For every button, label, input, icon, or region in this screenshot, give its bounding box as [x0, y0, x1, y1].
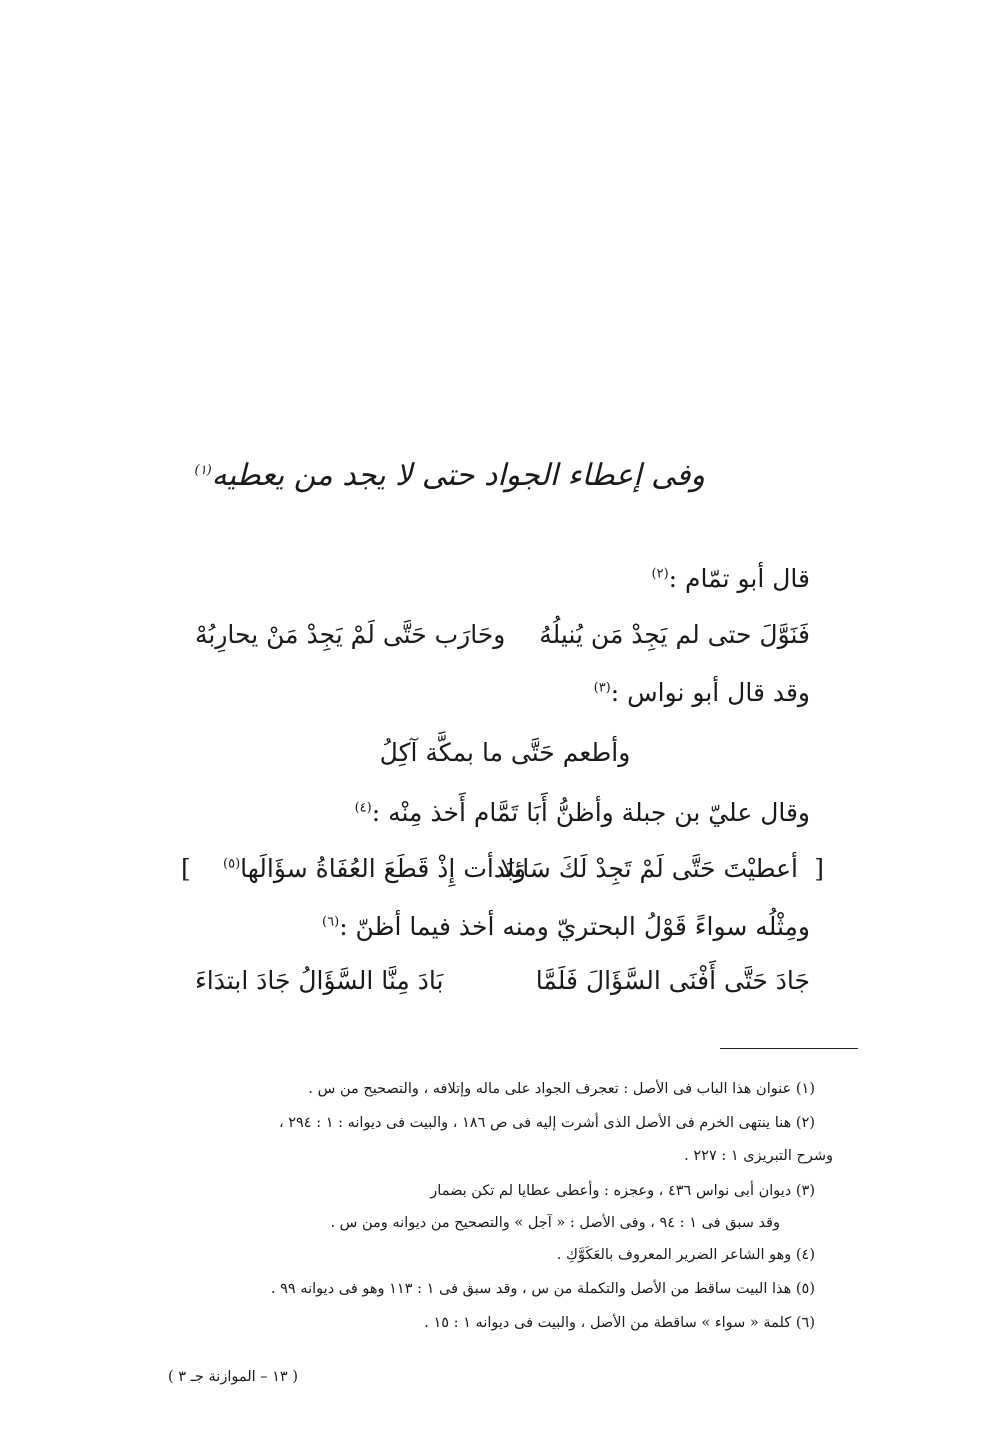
- intro-line-abu-nuwas: [190, 676, 810, 710]
- verse-2-open-bracket: [: [814, 854, 824, 883]
- footnote-2-continued: وشرح التبريزى ١ : ٢٢٧ .: [684, 1148, 833, 1164]
- intro-line-ali-bin-jabala: [190, 796, 810, 830]
- footnote-5: (٥) هذا البيت ساقط من الأصل والتكملة من س ، وقد سبق فى ١ : ١١٣ وهو فى ديوانه ٩٩ .: [270, 1281, 815, 1297]
- verse-2: [181, 852, 824, 888]
- verse-2-second-hemistich: وَبَدأت إِذْ قَطَعَ العُفَاةُ سؤَالَها: [240, 854, 526, 883]
- footnote-ref-3: (٣): [593, 680, 611, 696]
- intro-line-text: وقد قال أبو نواس :: [610, 678, 810, 707]
- verse-2-first-hemistich: أعطيْتَ حَتَّى لَمْ تَجِدْ لَكَ سَائِلا: [500, 854, 798, 883]
- footnote-ref-1: (١): [194, 463, 212, 478]
- intro-line-buhturi: [190, 910, 810, 944]
- footnote-ref-2: (٢): [651, 566, 669, 582]
- footnote-ref-5: (٥): [223, 856, 241, 872]
- verse-3: [195, 964, 810, 1000]
- verse-1-second-hemistich: وحَارَب حَتَّى لَمْ يَجِدْ مَنْ يحارِبُهْ: [195, 620, 506, 649]
- footnote-2: (٢) هنا ينتهى الخرم فى الأصل الذى أشرت إليه فى ص ١٨٦ ، والبيت فى ديوانه : ١ : ٢٩٤ ،: [278, 1115, 815, 1131]
- footnote-4: (٤) وهو الشاعر الضرير المعروف بالعَكَوَّكِ .: [556, 1247, 815, 1263]
- chapter-heading: [194, 458, 705, 493]
- intro-line-abu-tammam: [190, 562, 810, 596]
- single-hemistich-verse: [305, 736, 705, 770]
- verse-1-first-hemistich: فَنَوَّلَ حتى لم يَجِدْ مَن يُنيلُهُ: [539, 620, 810, 649]
- footnote-1: (١) عنوان هذا الباب فى الأصل : تعجرف الجواد على ماله وإتلافه ، والتصحيح من س .: [308, 1081, 815, 1097]
- footnote-3: (٣) ديوان أبى نواس ٤٣٦ ، وعجزه : وأعطى عطايا لم تكن بضمار: [430, 1183, 815, 1199]
- verse-2-close-bracket: ]: [181, 854, 191, 883]
- intro-line-text: ومِثْلُه سواءً قَوْلُ البحتريّ ومنه أخذ فيما أظنّ :: [339, 912, 810, 941]
- footnote-6: (٦) كلمة « سواء » ساقطة من الأصل ، والبيت فى ديوانه ١ : ١٥ .: [424, 1315, 815, 1331]
- verse-1: [195, 618, 810, 654]
- page-number: ( ١٣ – الموازنة جـ ٣ ): [168, 1369, 298, 1385]
- footnote-divider: [720, 1048, 858, 1049]
- intro-line-text: وقال عليّ بن جبلة وأظنُّ أَبَا تَمَّام أَخذ مِنْه :: [371, 798, 810, 827]
- intro-line-text: قال أبو تمّام :: [668, 564, 810, 593]
- single-hemistich-text: وأطعم حَتَّى ما بمكَّة آكِلُ: [379, 738, 631, 767]
- verse-2-second-hemistich-wrap: [223, 852, 526, 886]
- verse-3-second-hemistich: بَادَ مِنَّا السَّؤَالُ جَادَ ابتدَاءَ: [195, 966, 444, 995]
- verse-3-first-hemistich: جَادَ حَتَّى أَفْنَى السَّؤَالَ فَلَمَّا: [535, 966, 810, 995]
- footnote-ref-4: (٤): [354, 800, 372, 816]
- footnote-3-continued: وقد سبق فى ١ : ٩٤ ، وفى الأصل : « آجل » والتصحيح من ديوانه ومن س .: [330, 1215, 780, 1231]
- chapter-heading-text: وفى إعطاء الجواد حتى لا يجد من يعطيه: [211, 458, 705, 493]
- footnote-ref-6: (٦): [322, 914, 340, 930]
